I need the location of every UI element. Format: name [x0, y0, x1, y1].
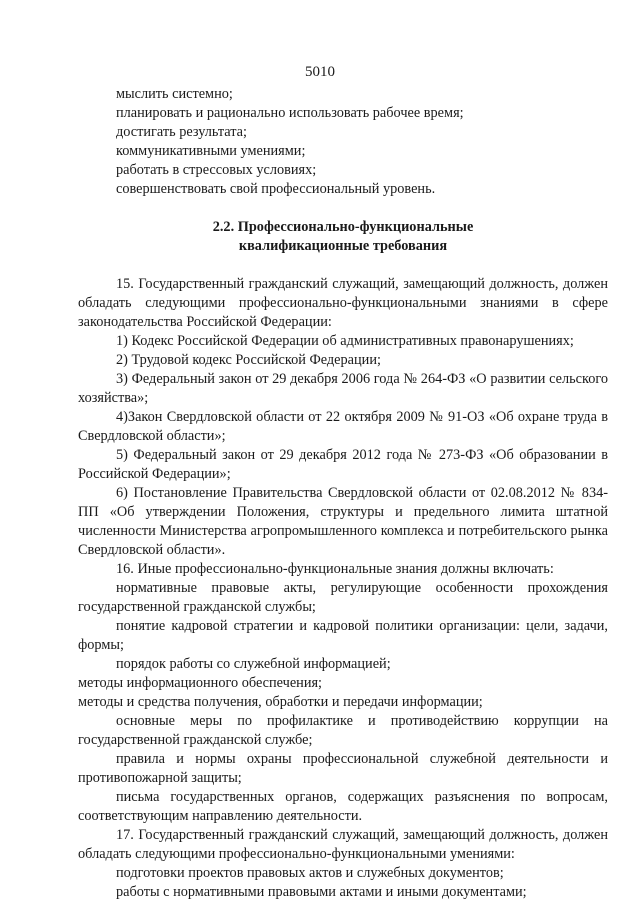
paragraph: 1) Кодекс Российской Федерации об административных правонарушениях;	[116, 333, 574, 349]
paragraph: порядок работы со служебной информацией;	[116, 656, 391, 672]
list-item: совершенствовать свой профессиональный уровень.	[116, 181, 436, 197]
paragraph: правила и нормы охраны профессиональной служебной деятельности и противопожарной защиты;	[78, 751, 608, 786]
list-item: работать в стрессовых условиях;	[116, 162, 317, 178]
paragraph: методы информационного обеспечения;	[78, 675, 323, 691]
list-item: коммуникативными умениями;	[116, 143, 306, 159]
list-item: мыслить системно;	[116, 86, 233, 102]
list-item: достигать результата;	[116, 124, 247, 140]
paragraph: 16. Иные профессионально-функциональные знания должны включать:	[116, 561, 554, 577]
section-heading	[78, 218, 608, 256]
paragraph: 15. Государственный гражданский служащий, замещающий должность, должен обладать следующими профессионально-функциональными знаниями в сфере законодательства Российской Федерации:	[78, 276, 608, 330]
section-heading-line: 2.2. Профессионально-функциональные	[212, 219, 474, 235]
paragraph: подготовки проектов правовых актов и служебных документов;	[116, 865, 504, 881]
paragraph: 17. Государственный гражданский служащий, замещающий должность, должен обладать следующими профессионально-функциональными умениями:	[78, 827, 608, 862]
paragraph: работы с нормативными правовыми актами и иными документами;	[116, 884, 527, 900]
paragraph: письма государственных органов, содержащих разъяснения по вопросам, соответствующим направлению деятельности.	[78, 789, 608, 824]
paragraph: 6) Постановление Правительства Свердловской области от 02.08.2012 № 834-ПП «Об утверждении Положения, структуры и предельного лимита штатной численности Министерства агропромышленного комплекса и потребительского рынка Свердловской области».	[78, 485, 608, 558]
paragraph: 5) Федеральный закон от 29 декабря 2012 года № 273-ФЗ «Об образовании в Российской Федерации»;	[78, 447, 608, 482]
section-body	[78, 275, 608, 902]
paragraph: основные меры по профилактике и противодействию коррупции на государственной гражданской службе;	[78, 713, 608, 748]
section-heading-line: квалификационные требования	[238, 238, 448, 254]
document-body	[78, 85, 608, 902]
list-item: планировать и рационально использовать рабочее время;	[116, 105, 464, 121]
skills-list	[78, 85, 608, 199]
page-number: 5010	[305, 64, 335, 80]
paragraph: понятие кадровой стратегии и кадровой политики организации: цели, задачи, формы;	[78, 618, 608, 653]
paragraph: нормативные правовые акты, регулирующие особенности прохождения государственной гражданской службы;	[78, 580, 608, 615]
paragraph: 2) Трудовой кодекс Российской Федерации;	[116, 352, 381, 368]
paragraph: методы и средства получения, обработки и передачи информации;	[78, 694, 483, 710]
paragraph: 4)Закон Свердловской области от 22 октября 2009 № 91-ОЗ «Об охране труда в Свердловской области»;	[78, 409, 608, 444]
paragraph: 3) Федеральный закон от 29 декабря 2006 года № 264-ФЗ «О развитии сельского хозяйства»;	[78, 371, 608, 406]
